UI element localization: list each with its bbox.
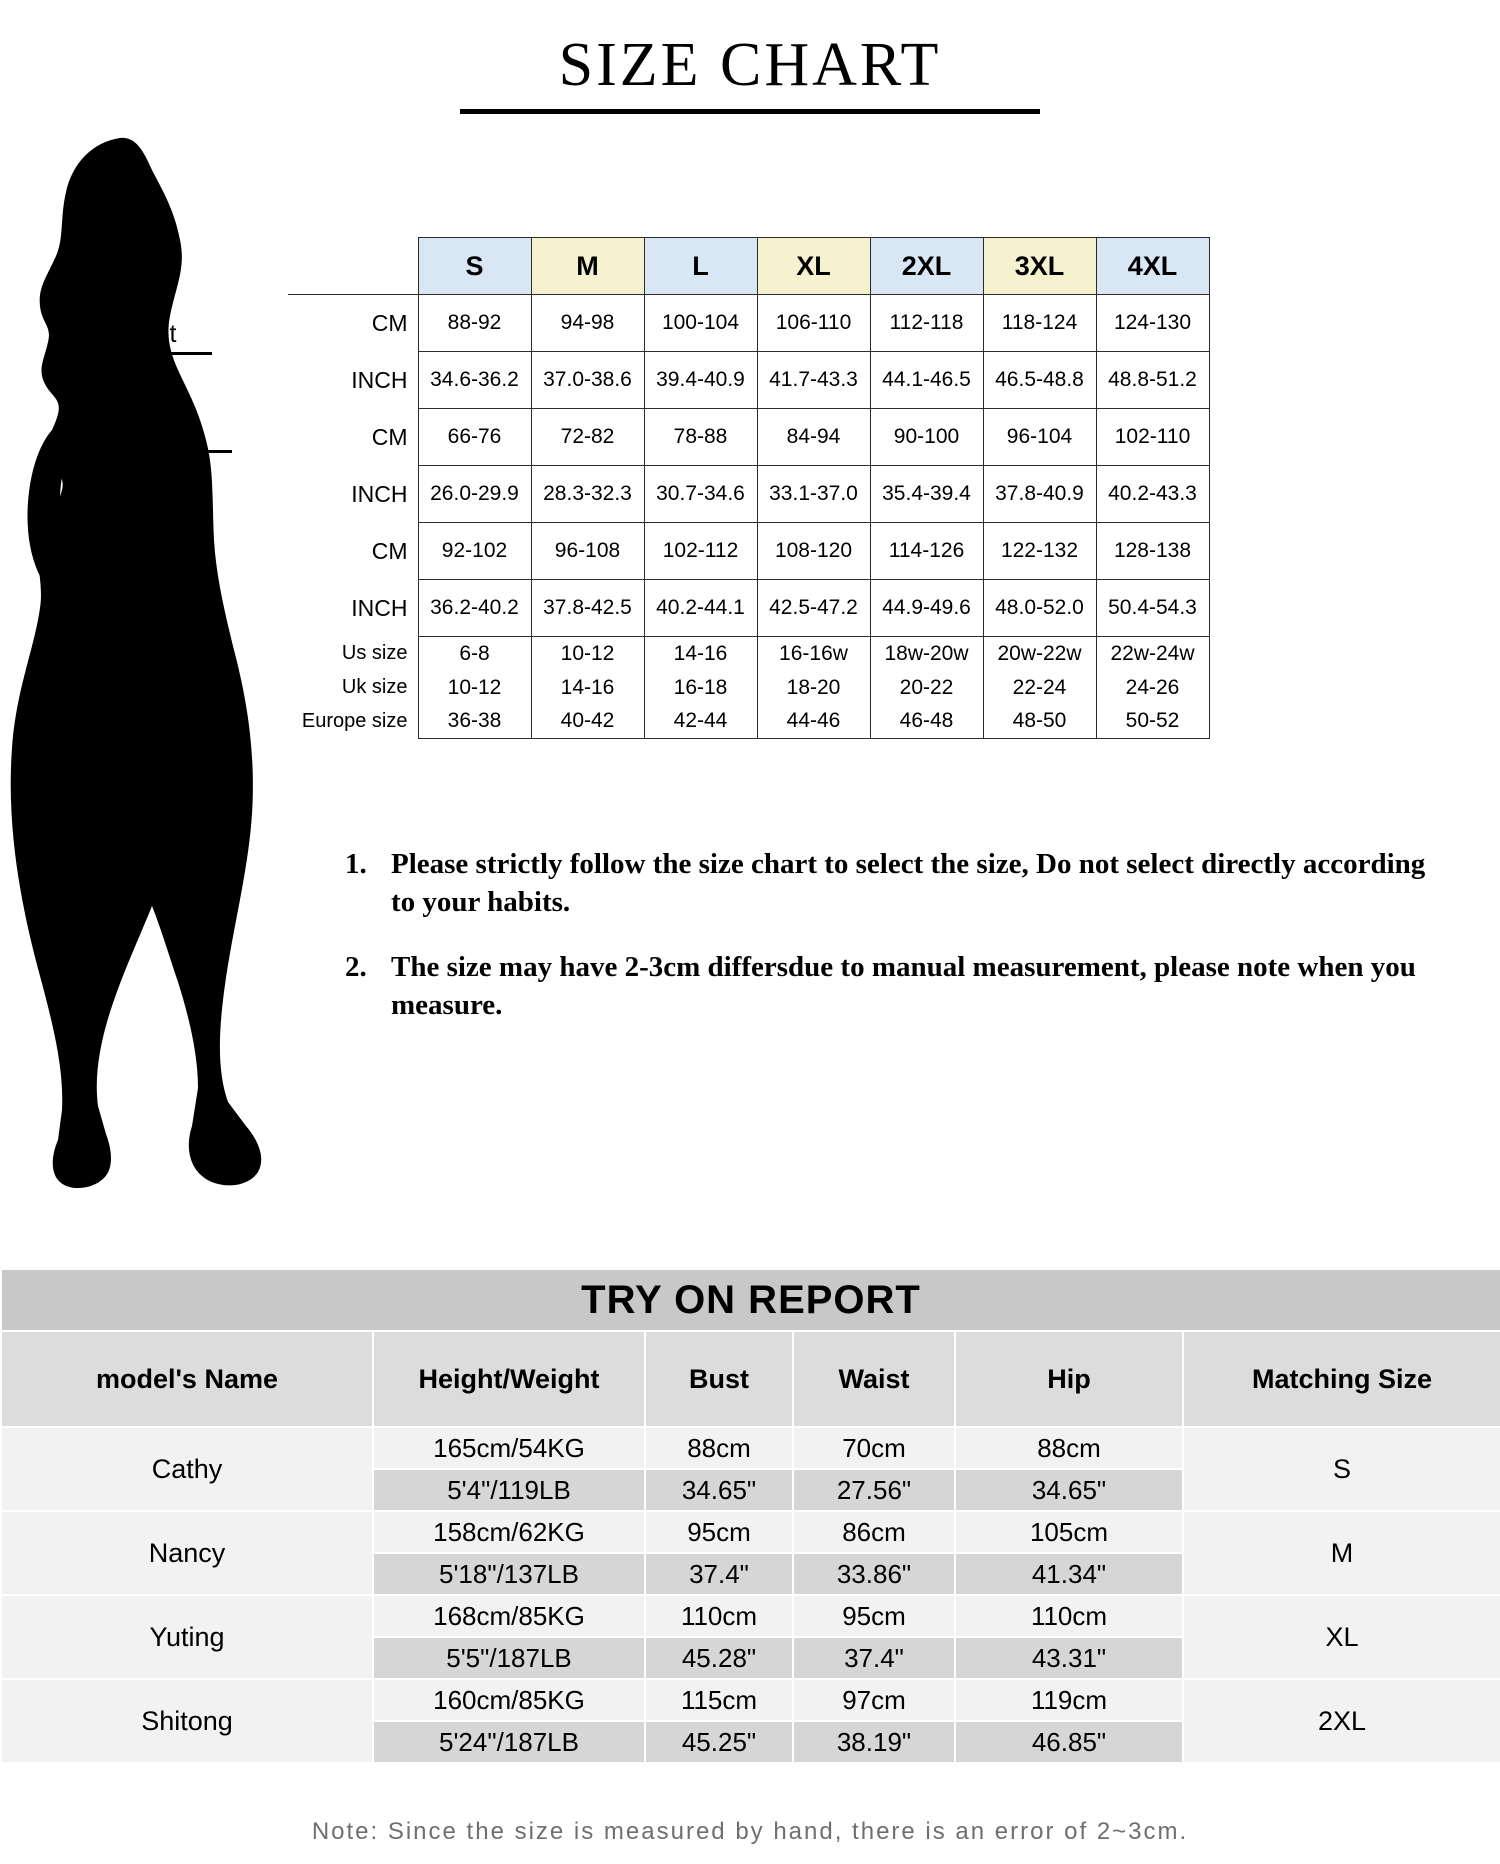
us-size-m: 10-12 — [531, 637, 644, 671]
bust-fit-label: Bust fit — [100, 320, 177, 348]
hip-inch-label: INCH — [288, 580, 418, 637]
table-row — [1, 1427, 1500, 1469]
bust-inch-4xl: 48.8-51.2 — [1096, 352, 1209, 409]
uk-size-xl: 18-20 — [757, 671, 870, 705]
table-row — [1, 1679, 1500, 1721]
size-header-m: M — [531, 238, 644, 295]
note-2 — [345, 948, 1455, 1025]
page-title: SIZE CHART — [558, 31, 942, 99]
yuting-hip-cm: 110cm — [955, 1595, 1183, 1637]
hip-inch-3xl: 48.0-52.0 — [983, 580, 1096, 637]
bust-inch-s: 34.6-36.2 — [418, 352, 531, 409]
nancy-bust-in: 37.4" — [645, 1553, 793, 1595]
size-chart-notes — [345, 845, 1455, 1050]
size-header-xl: XL — [757, 238, 870, 295]
uk-size-label: Uk size — [288, 671, 418, 705]
header-bust: Bust — [645, 1331, 793, 1427]
waist-cm-m: 72-82 — [531, 409, 644, 466]
us-size-row — [288, 637, 1209, 671]
waist-cm-xl: 84-94 — [757, 409, 870, 466]
waist-inch-s: 26.0-29.9 — [418, 466, 531, 523]
bust-cm-4xl: 124-130 — [1096, 295, 1209, 352]
nancy-hip-cm: 105cm — [955, 1511, 1183, 1553]
bust-inch-label: INCH — [288, 352, 418, 409]
bust-cm-xl: 106-110 — [757, 295, 870, 352]
bust-cm-s: 88-92 — [418, 295, 531, 352]
cathy-bust-cm: 88cm — [645, 1427, 793, 1469]
hip-inch-row — [288, 580, 1209, 637]
us-size-l: 14-16 — [644, 637, 757, 671]
header-hip: Hip — [955, 1331, 1183, 1427]
bust-inch-l: 39.4-40.9 — [644, 352, 757, 409]
cathy-matching-size: S — [1183, 1427, 1500, 1511]
model-name-nancy: Nancy — [1, 1511, 373, 1595]
yuting-bust-in: 45.28" — [645, 1637, 793, 1679]
hip-inch-s: 36.2-40.2 — [418, 580, 531, 637]
waist-fit-label: Waist fit — [100, 418, 188, 446]
nancy-height-weight-cm: 158cm/62KG — [373, 1511, 645, 1553]
shitong-height-weight-in: 5'24"/187LB — [373, 1721, 645, 1763]
size-header-s: S — [418, 238, 531, 295]
cathy-waist-in: 27.56" — [793, 1469, 955, 1511]
nancy-hip-in: 41.34" — [955, 1553, 1183, 1595]
hip-cm-m: 96-108 — [531, 523, 644, 580]
cathy-height-weight-cm: 165cm/54KG — [373, 1427, 645, 1469]
yuting-waist-in: 37.4" — [793, 1637, 955, 1679]
cathy-hip-cm: 88cm — [955, 1427, 1183, 1469]
shitong-waist-cm: 97cm — [793, 1679, 955, 1721]
bust-cm-label: CM — [288, 295, 418, 352]
uk-size-2xl: 20-22 — [870, 671, 983, 705]
waist-cm-4xl: 102-110 — [1096, 409, 1209, 466]
size-header-3xl: 3XL — [983, 238, 1096, 295]
shitong-waist-in: 38.19" — [793, 1721, 955, 1763]
shitong-hip-in: 46.85" — [955, 1721, 1183, 1763]
hip-inch-4xl: 50.4-54.3 — [1096, 580, 1209, 637]
waist-cm-l: 78-88 — [644, 409, 757, 466]
hip-inch-m: 37.8-42.5 — [531, 580, 644, 637]
try-on-report-table — [0, 1268, 1500, 1764]
bust-inch-m: 37.0-38.6 — [531, 352, 644, 409]
waist-inch-row — [288, 466, 1209, 523]
bust-inch-row — [288, 352, 1209, 409]
europe-size-label: Europe size — [288, 705, 418, 739]
yuting-bust-cm: 110cm — [645, 1595, 793, 1637]
hip-inch-2xl: 44.9-49.6 — [870, 580, 983, 637]
table-row — [1, 1595, 1500, 1637]
yuting-height-weight-in: 5'5"/187LB — [373, 1637, 645, 1679]
hip-fit-label: Hip fit — [104, 510, 168, 538]
note-2-text: The size may have 2-3cm differsdue to manual measurement, please note when you measure. — [391, 950, 1416, 1021]
report-title: TRY ON REPORT — [1, 1269, 1500, 1331]
shitong-matching-size: 2XL — [1183, 1679, 1500, 1763]
hip-cm-s: 92-102 — [418, 523, 531, 580]
bust-inch-xl: 41.7-43.3 — [757, 352, 870, 409]
waist-cm-row — [288, 409, 1209, 466]
waist-inch-l: 30.7-34.6 — [644, 466, 757, 523]
header-matching-size: Matching Size — [1183, 1331, 1500, 1427]
waist-cm-2xl: 90-100 — [870, 409, 983, 466]
model-name-cathy: Cathy — [1, 1427, 373, 1511]
us-size-xl: 16-16w — [757, 637, 870, 671]
bust-cm-l: 100-104 — [644, 295, 757, 352]
europe-size-3xl: 48-50 — [983, 705, 1096, 739]
bust-cm-row — [288, 295, 1209, 352]
uk-size-3xl: 22-24 — [983, 671, 1096, 705]
shitong-height-weight-cm: 160cm/85KG — [373, 1679, 645, 1721]
model-name-shitong: Shitong — [1, 1679, 373, 1763]
measurement-error-note: Note: Since the size is measured by hand, there is an error of 2~3cm. — [311, 1818, 1189, 1845]
waist-inch-4xl: 40.2-43.3 — [1096, 466, 1209, 523]
table-row — [1, 1511, 1500, 1553]
us-size-2xl: 18w-20w — [870, 637, 983, 671]
hip-cm-l: 102-112 — [644, 523, 757, 580]
shitong-bust-in: 45.25" — [645, 1721, 793, 1763]
waist-inch-m: 28.3-32.3 — [531, 466, 644, 523]
size-header-4xl: 4XL — [1096, 238, 1209, 295]
report-header-row — [1, 1331, 1500, 1427]
size-header-2xl: 2XL — [870, 238, 983, 295]
model-name-yuting: Yuting — [1, 1595, 373, 1679]
yuting-hip-in: 43.31" — [955, 1637, 1183, 1679]
waist-cm-3xl: 96-104 — [983, 409, 1096, 466]
cathy-waist-cm: 70cm — [793, 1427, 955, 1469]
uk-size-l: 16-18 — [644, 671, 757, 705]
yuting-height-weight-cm: 168cm/85KG — [373, 1595, 645, 1637]
note-1 — [345, 845, 1455, 922]
hip-inch-l: 40.2-44.1 — [644, 580, 757, 637]
hip-cm-xl: 108-120 — [757, 523, 870, 580]
europe-size-s: 36-38 — [418, 705, 531, 739]
header-waist: Waist — [793, 1331, 955, 1427]
report-title-row — [1, 1269, 1500, 1331]
hip-inch-xl: 42.5-47.2 — [757, 580, 870, 637]
note-2-number: 2. — [345, 950, 367, 983]
us-size-4xl: 22w-24w — [1096, 637, 1209, 671]
size-chart-table — [288, 237, 1210, 739]
size-header-l: L — [644, 238, 757, 295]
us-size-label: Us size — [288, 637, 418, 671]
title-underline — [460, 109, 1040, 114]
bust-fit-line — [72, 352, 212, 355]
hip-fit-line — [72, 542, 194, 545]
waist-inch-3xl: 37.8-40.9 — [983, 466, 1096, 523]
nancy-waist-cm: 86cm — [793, 1511, 955, 1553]
waist-cm-label: CM — [288, 409, 418, 466]
hip-cm-3xl: 122-132 — [983, 523, 1096, 580]
bust-inch-2xl: 44.1-46.5 — [870, 352, 983, 409]
note-1-number: 1. — [345, 848, 367, 880]
header-model-name: model's Name — [1, 1331, 373, 1427]
europe-size-xl: 44-46 — [757, 705, 870, 739]
us-size-s: 6-8 — [418, 637, 531, 671]
waist-cm-s: 66-76 — [418, 409, 531, 466]
shitong-bust-cm: 115cm — [645, 1679, 793, 1721]
size-header-row — [288, 238, 1209, 295]
bust-cm-2xl: 112-118 — [870, 295, 983, 352]
table-corner — [288, 238, 418, 295]
nancy-matching-size: M — [1183, 1511, 1500, 1595]
cathy-height-weight-in: 5'4"/119LB — [373, 1469, 645, 1511]
europe-size-l: 42-44 — [644, 705, 757, 739]
hip-cm-label: CM — [288, 523, 418, 580]
uk-size-s: 10-12 — [418, 671, 531, 705]
note-1-text: Please strictly follow the size chart to select the size, Do not select directly according to your habits. — [391, 848, 1426, 919]
yuting-waist-cm: 95cm — [793, 1595, 955, 1637]
yuting-matching-size: XL — [1183, 1595, 1500, 1679]
cathy-hip-in: 34.65" — [955, 1469, 1183, 1511]
hip-cm-2xl: 114-126 — [870, 523, 983, 580]
uk-size-4xl: 24-26 — [1096, 671, 1209, 705]
nancy-height-weight-in: 5'18"/137LB — [373, 1553, 645, 1595]
header-height-weight: Height/Weight — [373, 1331, 645, 1427]
nancy-waist-in: 33.86" — [793, 1553, 955, 1595]
uk-size-row — [288, 671, 1209, 705]
europe-size-4xl: 50-52 — [1096, 705, 1209, 739]
nancy-bust-cm: 95cm — [645, 1511, 793, 1553]
bust-cm-3xl: 118-124 — [983, 295, 1096, 352]
shitong-hip-cm: 119cm — [955, 1679, 1183, 1721]
hip-cm-4xl: 128-138 — [1096, 523, 1209, 580]
us-size-3xl: 20w-22w — [983, 637, 1096, 671]
hip-cm-row — [288, 523, 1209, 580]
waist-fit-line — [72, 450, 232, 453]
uk-size-m: 14-16 — [531, 671, 644, 705]
europe-size-m: 40-42 — [531, 705, 644, 739]
europe-size-2xl: 46-48 — [870, 705, 983, 739]
bust-cm-m: 94-98 — [531, 295, 644, 352]
waist-inch-2xl: 35.4-39.4 — [870, 466, 983, 523]
europe-size-row — [288, 705, 1209, 739]
size-chart-table-wrap — [288, 237, 1210, 739]
try-on-report-section — [0, 1268, 1500, 1764]
waist-inch-xl: 33.1-37.0 — [757, 466, 870, 523]
bust-inch-3xl: 46.5-48.8 — [983, 352, 1096, 409]
cathy-bust-in: 34.65" — [645, 1469, 793, 1511]
waist-inch-label: INCH — [288, 466, 418, 523]
